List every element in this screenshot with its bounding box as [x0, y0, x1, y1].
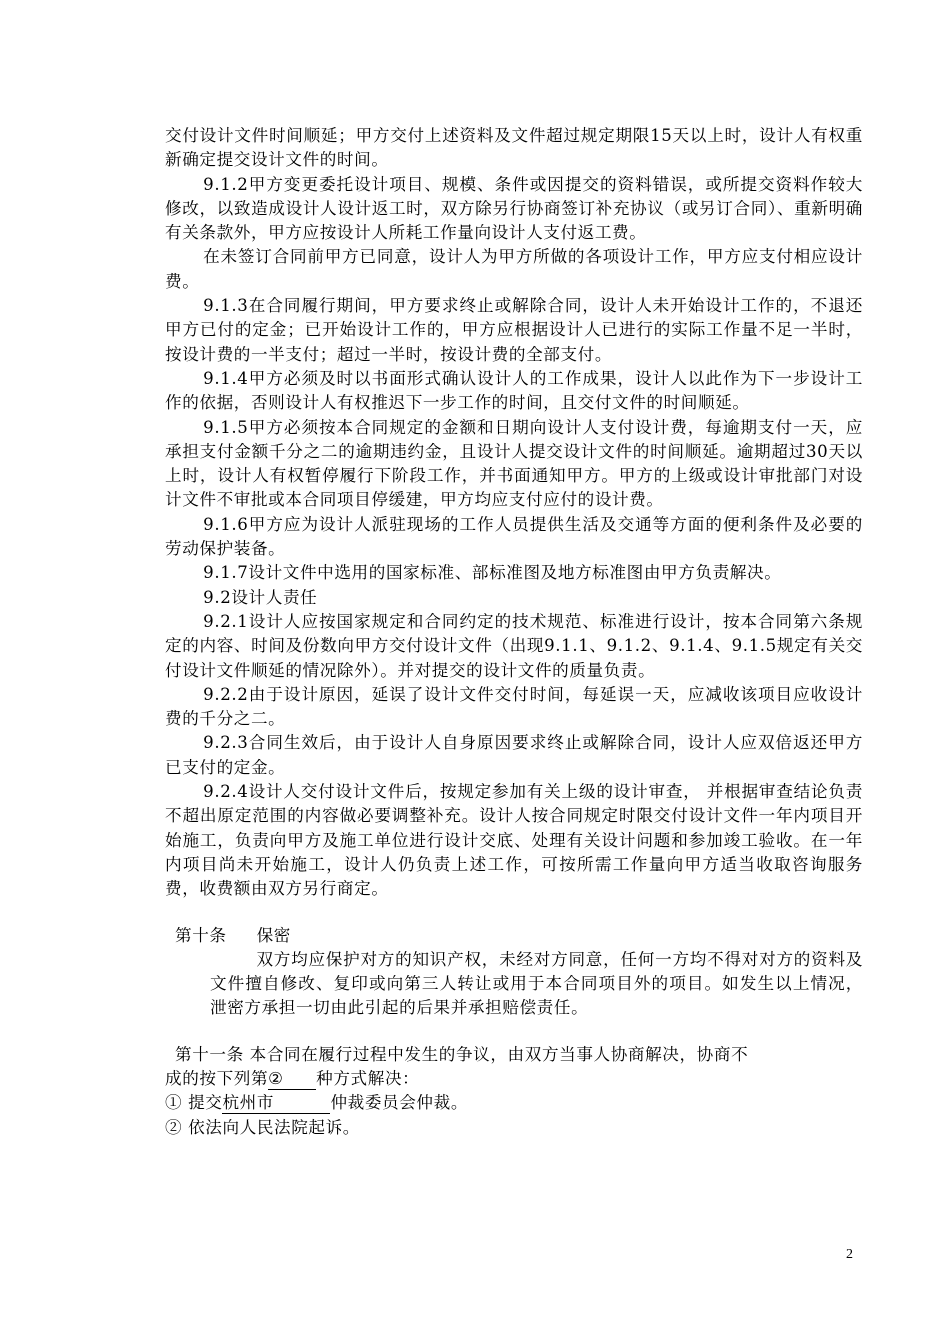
clause-9-1-5: 9.1.5甲方必须按本合同规定的金额和日期向设计人支付设计费，每逾期支付一天，应承担支付金额千分之二的逾期违约金，且设计人提交设计文件的时间顺延。逾期超过30天以上时，设计人有权暂停履行下阶段工作，并书面通知甲方。甲方的上级或设计审批部门对设计文件不审批或本合同项目停缓建，甲方均应支付应付的设计费。	[165, 417, 863, 510]
clause-9-2-heading: 9.2设计人责任	[203, 587, 318, 607]
spacer	[165, 1021, 863, 1043]
article-10-heading: 第十条	[175, 925, 227, 945]
article-10-title	[175, 924, 863, 948]
article-11-line2-post: 种方式解决：	[316, 1068, 420, 1088]
article-10-text: 双方均应保护对方的知识产权，未经对方同意，任何一方均不得对对方的资料及文件擅自修改、复印或向第三人转让或用于本合同项目外的项目。如发生以上情况，泄密方承担一切由此引起的后果并承担赔偿责任。	[210, 949, 863, 1018]
option-1-post: 仲裁委员会仲裁。	[330, 1093, 469, 1113]
article-10-body	[175, 948, 863, 1021]
option-court: ② 依法向人民法院起诉。	[165, 1117, 361, 1137]
article-11-line2-pre: 成的按下列第	[165, 1068, 269, 1088]
arbitration-city-fill: 杭州市	[222, 1093, 330, 1114]
clause-9-1-2-note: 在未签订合同前甲方已同意，设计人为甲方所做的各项设计工作，甲方应支付相应设计费。	[165, 247, 863, 291]
article-10	[165, 924, 863, 1021]
clause-9-1-6: 9.1.6甲方应为设计人派驻现场的工作人员提供生活及交通等方面的便利条件及必要的劳动保护装备。	[165, 514, 863, 559]
option-arbitration	[165, 1091, 863, 1115]
clause-9-2-3: 9.2.3合同生效后，由于设计人自身原因要求终止或解除合同，设计人应双倍返还甲方已支付的定金。	[165, 733, 863, 777]
clause-9-1-7: 9.1.7设计文件中选用的国家标准、部标准图及地方标准图由甲方负责解决。	[203, 563, 782, 583]
option-1-pre: ① 提交	[165, 1093, 223, 1113]
clause-9-1-3: 9.1.3在合同履行期间，甲方要求终止或解除合同，设计人未开始设计工作的，不退还甲方已付的定金；已开始设计工作的，甲方应根据设计人已进行的实际工作量不足一半时，按设计费的一半支付；超过一半时，按设计费的全部支付。	[165, 296, 863, 364]
clause-9-1-4: 9.1.4甲方必须及时以书面形式确认设计人的工作成果，设计人以此作为下一步设计工作的依据，否则设计人有权推迟下一步工作的时间，且交付文件的时间顺延。	[165, 368, 863, 413]
paragraph-continuation: 交付设计文件时间顺延；甲方交付上述资料及文件超过规定期限15天以上时，设计人有权重新确定提交设计文件的时间。	[165, 126, 863, 170]
clause-9-2-1: 9.2.1设计人应按国家规定和合同约定的技术规范、标准进行设计，按本合同第六条规定的内容、时间及份数向甲方交付设计文件（出现9.1.1、9.1.2、9.1.4、9.1.5规定有关交付设计文件顺延的情况除外）。并对提交的设计文件的质量负责。	[165, 611, 863, 680]
article-10-name: 保密	[256, 925, 291, 945]
article-11-line1: 第十一条 本合同在履行过程中发生的争议，由双方当事人协商解决，协商不	[175, 1044, 749, 1064]
contract-body	[165, 124, 863, 1140]
clause-9-2-4: 9.2.4设计人交付设计文件后，按规定参加有关上级的设计审查， 并根据审查结论负责不超出原定范围的内容做必要调整补充。设计人按合同规定时限交付设计文件一年内项目开始施工，负责向甲方及施工单位进行设计交底、处理有关设计问题和参加竣工验收。在一年内项目尚未开始施工，设计人仍负责上述工作，可按所需工作量向甲方适当收取咨询服务费，收费额由双方另行商定。	[165, 782, 863, 899]
page-number: 2	[846, 1247, 853, 1262]
clause-9-2-2: 9.2.2由于设计原因，延误了设计文件交付时间，每延误一天，应减收该项目应收设计费的千分之二。	[165, 684, 863, 729]
article-11-line2	[165, 1067, 863, 1091]
dispute-method-fill: ②	[268, 1069, 316, 1090]
article-11	[165, 1043, 863, 1140]
spacer	[165, 902, 863, 924]
clause-9-1-2: 9.1.2甲方变更委托设计项目、规模、条件或因提交的资料错误，或所提交资料作较大修改，以致造成设计人设计返工时，双方除另行协商签订补充协议（或另订合同）、重新明确有关条款外，甲方应按设计人所耗工作量向设计人支付返工费。	[165, 174, 863, 243]
